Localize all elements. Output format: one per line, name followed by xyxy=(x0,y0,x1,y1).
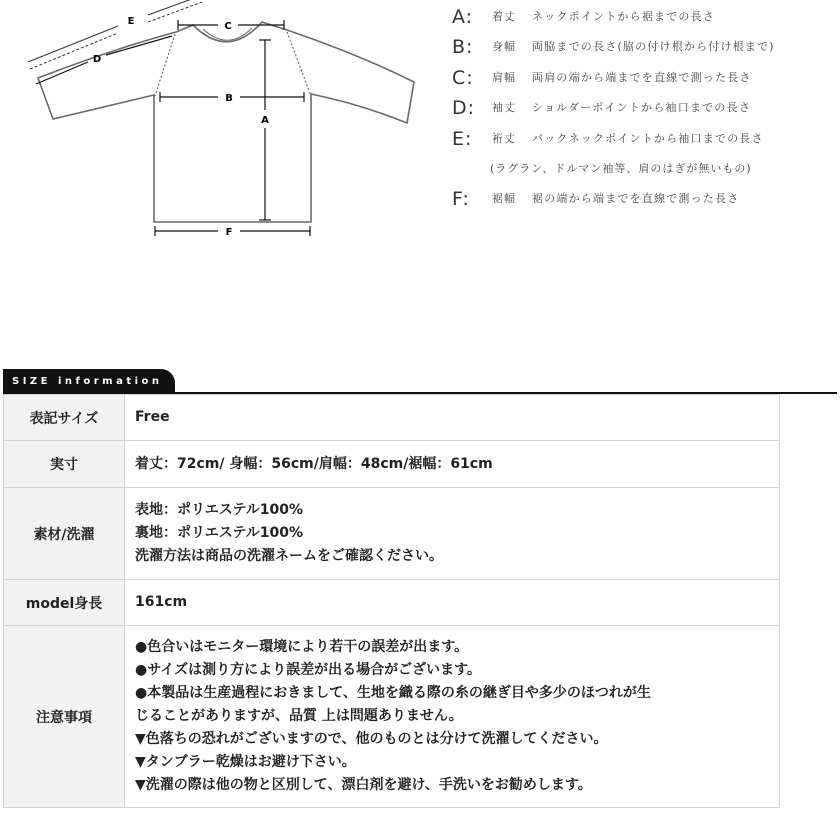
legend-term: 裄丈 xyxy=(492,131,516,145)
legend-desc: 両脇までの長さ(脇の付け根から付け根まで) xyxy=(532,40,775,54)
row-value xyxy=(125,626,780,808)
row-label: 実寸 xyxy=(4,441,125,488)
garment-diagram xyxy=(0,0,450,250)
row-value: Free xyxy=(125,395,780,441)
row-value xyxy=(125,488,780,580)
table-row-material xyxy=(4,488,780,580)
legend-letter: C: xyxy=(452,66,474,89)
legend-letter: B: xyxy=(452,36,474,59)
row-label: 表記サイズ xyxy=(4,395,125,441)
caution-line: ●サイズは測り方により誤差が出る場合がございます。 xyxy=(135,662,481,678)
material-line: 裏地：ポリエステル100% xyxy=(135,525,303,541)
legend-term: 袖丈 xyxy=(492,101,516,115)
garment-outline xyxy=(38,22,414,222)
legend-desc: 裾の端から端までを直線で測った長さ xyxy=(532,192,740,206)
legend-row-b xyxy=(452,32,837,62)
legend-row-a xyxy=(452,2,837,32)
caution-line: ●色合いはモニター環境により若干の誤差が出ます。 xyxy=(135,639,469,655)
table-row-model-height xyxy=(4,580,780,626)
measurement-legend xyxy=(452,2,837,215)
legend-letter: A: xyxy=(452,6,474,28)
legend-letter: D: xyxy=(452,97,476,120)
size-information-header: SIZE information xyxy=(3,369,175,393)
row-label: model身長 xyxy=(4,580,125,626)
legend-desc: ネックポイントから裾までの長さ xyxy=(532,10,715,23)
legend-desc: バックネックポイントから袖口までの長さ xyxy=(532,131,764,145)
row-value: 着丈：72cm/ 身幅：56cm/肩幅：48cm/裾幅：61cm xyxy=(125,441,780,488)
caution-line: ▼タンブラー乾燥はお避け下さい。 xyxy=(135,754,356,770)
row-value: 161cm xyxy=(125,580,780,626)
legend-desc: 両肩の端から端までを直線で測った長さ xyxy=(532,70,752,84)
table-row-actual-size xyxy=(4,441,780,488)
label-c: C xyxy=(224,21,232,32)
caution-line: ●本製品は生産過程におきまして、生地を織る際の糸の継ぎ目や多少のほつれが生 xyxy=(135,685,651,701)
label-b: B xyxy=(225,93,233,104)
table-row-size xyxy=(4,395,780,441)
legend-row-e-note xyxy=(452,154,837,184)
legend-note: (ラグラン、ドルマン袖等、肩のはぎが無いもの) xyxy=(490,161,752,175)
legend-row-f xyxy=(452,184,837,214)
caution-line: ▼洗濯の際は他の物と区別して、漂白剤を避け、手洗いをお勧めします。 xyxy=(135,777,592,793)
legend-letter: E: xyxy=(452,127,473,150)
caution-line: ▼色落ちの恐れがございますので、他のものとは分けて洗濯してください。 xyxy=(135,731,608,747)
row-label: 素材/洗濯 xyxy=(4,488,125,580)
legend-desc: ショルダーポイントから袖口までの長さ xyxy=(532,101,751,115)
legend-row-d xyxy=(452,93,837,123)
legend-row-e xyxy=(452,124,837,154)
label-e: E xyxy=(127,16,135,27)
legend-term: 身幅 xyxy=(492,40,516,54)
legend-term: 着丈 xyxy=(492,10,516,23)
label-d: D xyxy=(92,54,102,65)
legend-letter: F: xyxy=(452,188,470,211)
row-label: 注意事項 xyxy=(4,626,125,808)
legend-term: 裾幅 xyxy=(492,192,516,206)
caution-line: じることがありますが、品質 上は問題ありません。 xyxy=(135,708,463,724)
material-line: 洗濯方法は商品の洗濯ネームをご確認ください。 xyxy=(135,548,443,564)
legend-term: 肩幅 xyxy=(492,70,516,84)
label-a: A xyxy=(261,115,269,126)
material-line: 表地：ポリエステル100% xyxy=(135,502,303,518)
legend-row-c xyxy=(452,63,837,93)
table-row-caution xyxy=(4,626,780,808)
size-info-table xyxy=(3,394,780,808)
label-f: F xyxy=(225,227,233,238)
